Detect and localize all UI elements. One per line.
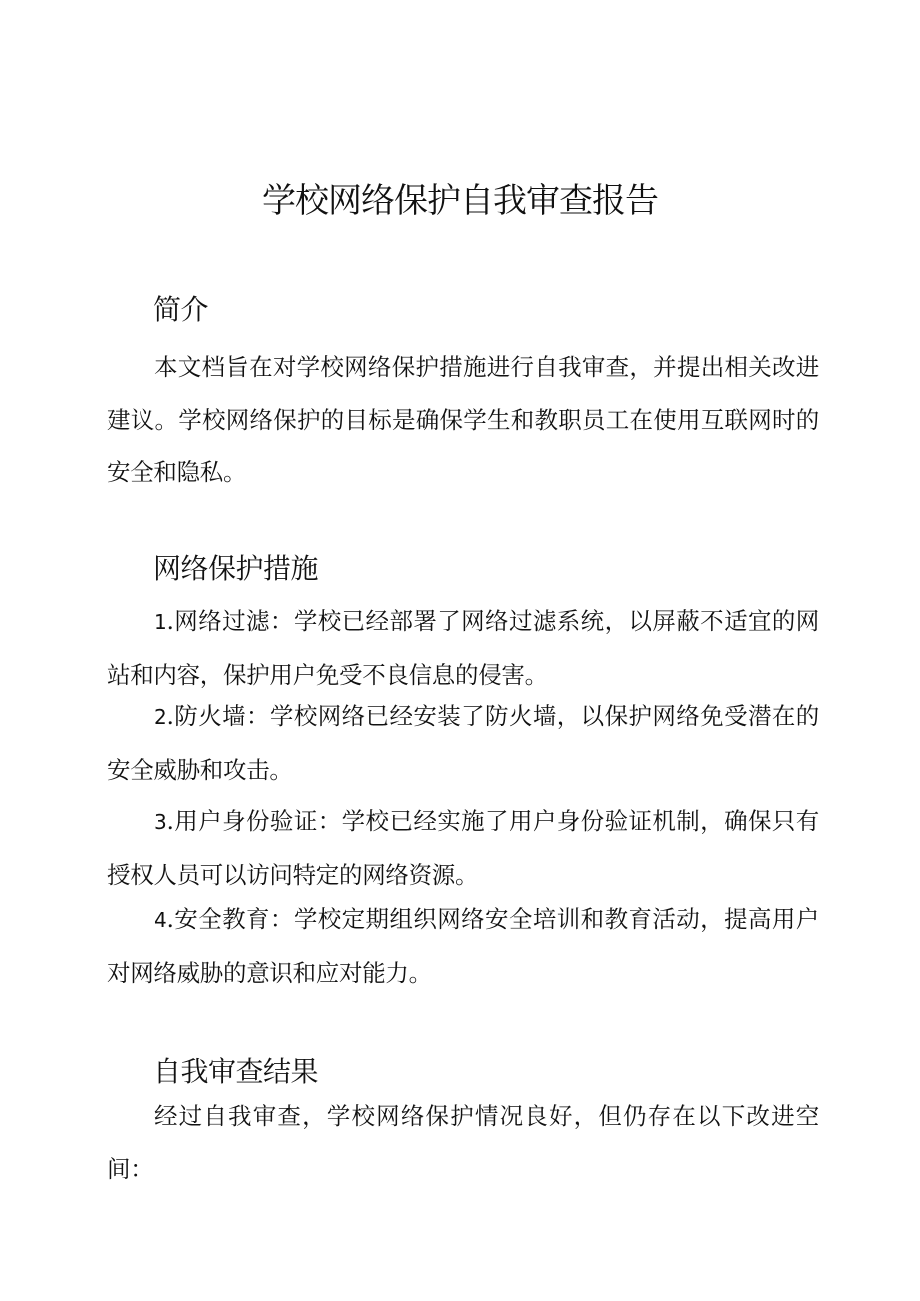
list-item-text: .网络过滤：学校已经部署了网络过滤系统，以屏蔽不适宜的网站和内容，保护用户免受不良信息的侵害。 (107, 607, 819, 689)
section-heading-measures: 网络保护措施 (153, 552, 319, 585)
list-item (107, 893, 819, 999)
list-item (107, 690, 819, 796)
results-paragraph: 经过自我审查，学校网络保护情况良好，但仍存在以下改进空间： (107, 1102, 819, 1183)
list-item-number: 3 (154, 810, 167, 834)
list-item-number: 4 (154, 908, 167, 932)
list-item-text: .用户身份验证：学校已经实施了用户身份验证机制，确保只有授权人员可以访问特定的网络资源。 (107, 807, 819, 889)
list-item (107, 795, 819, 901)
list-item-text: .安全教育：学校定期组织网络安全培训和教育活动，提高用户对网络威胁的意识和应对能力。 (107, 905, 819, 987)
section-heading-intro: 简介 (153, 293, 209, 326)
list-item-text: .防火墙：学校网络已经安装了防火墙，以保护网络免受潜在的安全威胁和攻击。 (107, 702, 819, 784)
page-title: 学校网络保护自我审查报告 (262, 181, 658, 221)
list-item-number: 1 (154, 610, 167, 634)
section-heading-results: 自我审查结果 (153, 1055, 319, 1088)
list-item (107, 595, 819, 701)
intro-paragraph: 本文档旨在对学校网络保护措施进行自我审查，并提出相关改进建议。学校网络保护的目标是确保学生和教职员工在使用互联网时的安全和隐私。 (107, 353, 819, 486)
list-item-number: 2 (154, 705, 167, 729)
